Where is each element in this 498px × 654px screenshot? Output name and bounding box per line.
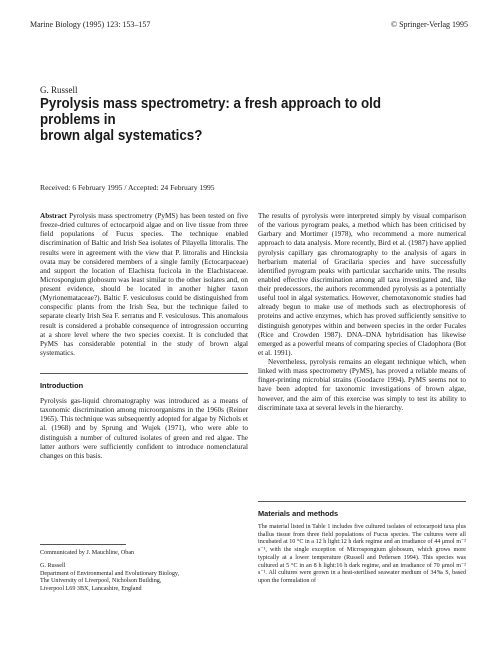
address-line: G. Russell	[40, 563, 66, 569]
footnote-communicated: Communicated by J. Mauchline, Oban	[40, 550, 135, 556]
author-name: G. Russell	[40, 85, 78, 95]
right-column-text	[258, 212, 466, 413]
received-dates: Received: 6 February 1995 / Accepted: 24 February 1995	[40, 183, 215, 192]
methods-heading: Materials and methods	[258, 509, 339, 518]
abstract-label: Abstract	[40, 212, 67, 220]
section-divider	[40, 373, 248, 374]
section-divider	[258, 501, 466, 502]
abstract-block	[40, 212, 248, 358]
introduction-text: Pyrolysis gas-liquid chromatography was introduced as a means of taxonomic discrimination among microorganisms in the 1960s (Reiner 1965). This technique was subsequently adopted for algae by Nichols et al. (1968) and by Sprung and Wujek (1971), who were able to distinguish a number of cultured isolates of green and red algae. The latter authors were sufficiently confident to introduce nomenclatural changes on this basis.	[40, 397, 248, 460]
introduction-heading: Introduction	[40, 381, 84, 390]
copyright-notice: © Springer-Verlag 1995	[390, 20, 468, 29]
body-paragraph: The results of pyrolysis were interpreted simply by visual comparison of the various pyrogram peaks, a method which has been criticised by Garbary and Mortimer (1978), who recommend a more numerical approach to data analysis. More recently, Bird et al. (1987) have applied pyrolysis capillary gas chromatography to the analysis of agars in herbarium material of Gracilaria species and have successfully identified pyrogram peaks with particular saccharide units. The results enabled effective discrimination among all taxa investigated and, like their predecessors, the authors recommended pyrolysis as a potentially useful tool in algal systematics. However, chemotaxonomic studies had already begun to make use of methods such as electrophoresis of proteins and active enzymes, which has proved sufficiently sensitive to distinguish genotypes within and between species in the order Fucales (Rice and Crowden 1987). DNA–DNA hybridisation has likewise emerged as a powerful means of comparing species of Cladophora (Bot et al. 1991).	[258, 212, 466, 357]
body-paragraph: Nevertheless, pyrolysis remains an elegant technique which, when linked with mass spectrometry (PyMS), has proved a reliable means of finger-printing microbial strains (Goodacre 1994). PyMS seems not to have been adopted for taxonomic investigations of brown algae, however, and the aim of this exercise was simply to test its ability to discriminate taxa at several levels in the hierarchy.	[258, 358, 466, 412]
article-title: Pyrolysis mass spectrometry: a fresh approach to old problems in brown algal systematics?	[40, 96, 382, 144]
footnote-divider	[40, 544, 126, 545]
address-line: Department of Environmental and Evolutionary Biology,	[40, 570, 180, 577]
author-address	[40, 563, 248, 594]
introduction-body	[40, 397, 248, 461]
methods-body	[258, 524, 466, 586]
address-line: The University of Liverpool, Nicholson Building,	[40, 578, 162, 585]
methods-text: The material listed in Table 1 includes five cultured isolates of ectocarpoid taxa plus thallus tissue from three field populations of Fucus species. The cultures were all incubated at 10 °C in a 12 h light:12 h dark regime and an irradiance of 44 μmol m⁻² s⁻¹, with the single exception of Microspongium globosum, which grows more typically at a lower temperature (Russell and Pedersen 1994). This species was cultured at 5 °C in an 8 h light:16 h dark regime, and an irradiance of 70 μmol m⁻² s⁻¹. All cultures were grown in a heat-sterilised seawater medium of 34‰ S, based upon the formulation of	[258, 524, 466, 584]
address-line: Liverpool L69 3BX, Lancashire, England	[40, 586, 142, 593]
abstract-text: Pyrolysis mass spectrometry (PyMS) has been tested on five freeze-dried cultures of ectocarpoid algae and on live tissue from three field populations of Fucus species. The technique enabled discrimination of Baltic and Irish Sea isolates of Pilayella littoralis. The results were in agreement with the view that P. littoralis and Hincksia ovata may be considered members of a single family (Ectocarpaceae) and support the location of Elachista fucicola in the Elachistaceae. Microspongium globosum was least similar to the other isolates and, on present evidence, should be located in another higher taxon (Myrionemataceae?). Baltic F. vesiculosus could be distinguished from conspecific plants from the Irish Sea, but the technique failed to separate clearly Irish Sea F. serratus and F. vesiculosus. This anomalous result is considered a probable consequence of introgression occurring at a shore level where the two species coexist. It is concluded that PyMS has considerable potential in the study of brown algal systematics.	[40, 212, 249, 357]
journal-citation: Marine Biology (1995) 123: 153–157	[30, 20, 151, 29]
